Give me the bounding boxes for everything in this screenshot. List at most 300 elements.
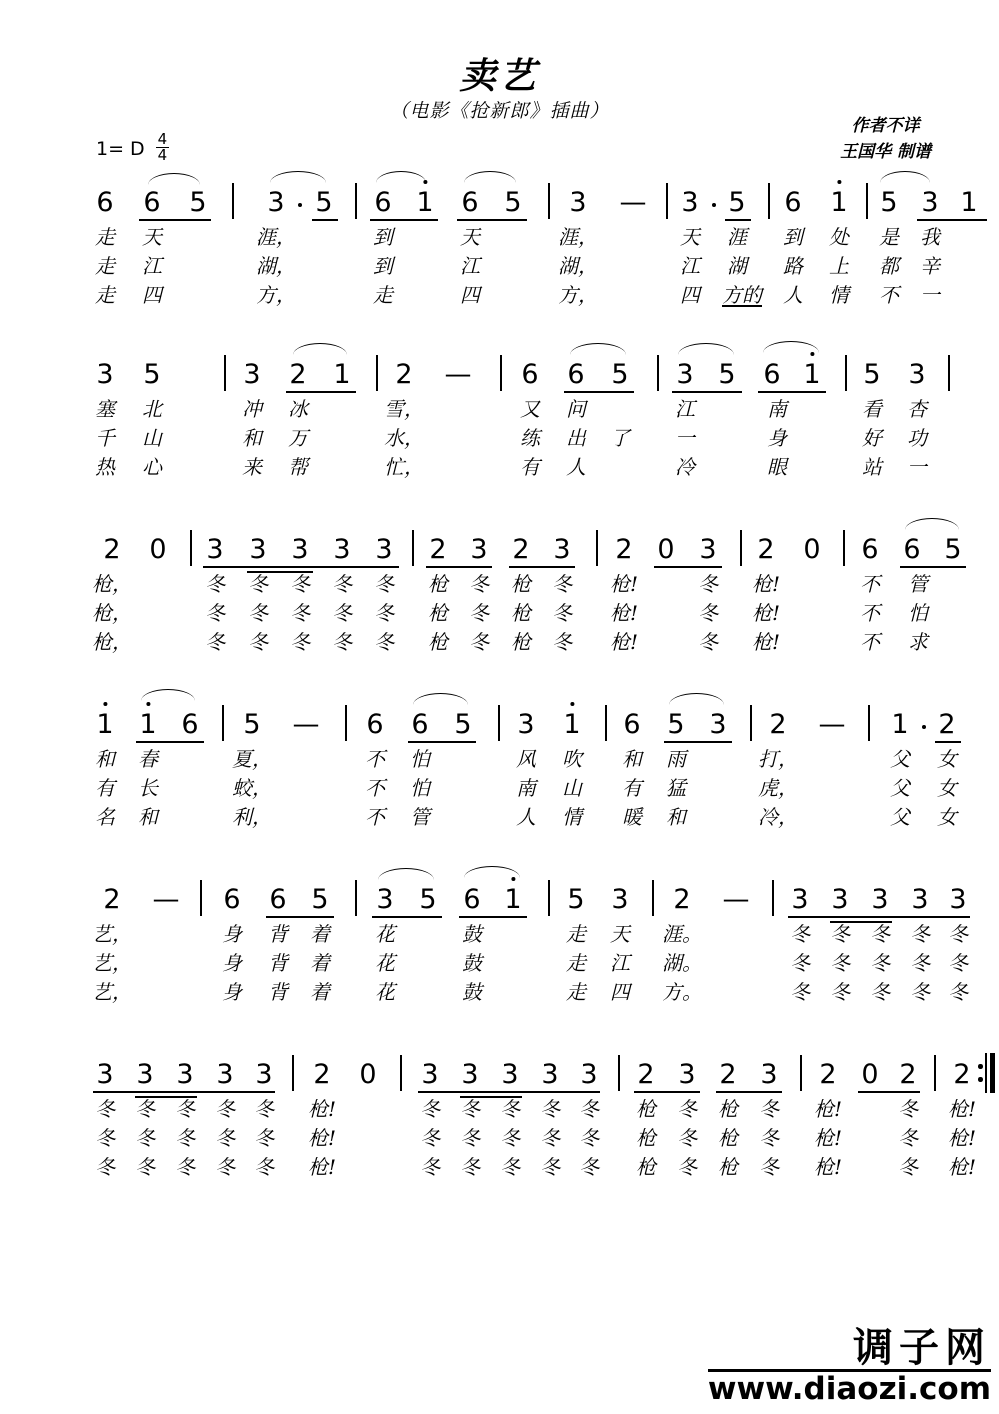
lyric: 走 [566,980,586,1004]
lyric: 热 [95,455,115,479]
lyric: 帮 [288,455,308,479]
beam [654,566,722,568]
music-system [0,347,999,522]
note: 6 [763,359,781,390]
watermark-name: 调子网 [853,1325,991,1372]
barline [400,1055,402,1091]
lyric: 冬 [948,922,968,946]
note: 3 [831,884,849,915]
note: 5 [315,187,333,218]
note: 1 [96,709,114,740]
lyric: 冬 [374,601,394,625]
lyric: 万 [288,426,308,450]
note: 5 [944,534,962,565]
beam [672,391,742,393]
lyric: 人 [783,283,803,307]
lyric: 湖。 [662,951,702,975]
lyric: 女 [937,805,957,829]
lyric: 江 [610,951,630,975]
lyric: 江 [675,397,695,421]
note: 5 [454,709,472,740]
note: 6 [223,884,241,915]
lyric: 情 [562,805,582,829]
note: 5 [667,709,685,740]
barline [596,530,598,566]
lyric: 利， [232,805,272,829]
note: 3 [333,534,351,565]
note: 6 [461,187,479,218]
lyric: 冬 [552,572,572,596]
lyric: 到 [783,225,803,249]
lyric: 冬 [175,1126,195,1150]
beam [564,391,634,393]
lyric: 冬 [469,601,489,625]
note: 3 [243,359,261,390]
lyric: 枪 [428,630,448,654]
note: 3 [611,884,629,915]
lyric: 冬 [579,1097,599,1121]
lyric: 路 [783,254,803,278]
lyric-row-verse2 [0,424,999,453]
lyric: 走 [95,225,115,249]
lyric: 枪! [307,1097,337,1121]
note: 3 [908,359,926,390]
lyric: 冬 [175,1097,195,1121]
lyric: 冬 [460,1126,480,1150]
lyric: 怕 [410,776,430,800]
lyric: 冬 [870,922,890,946]
lyric: 身 [767,426,787,450]
note: 3 [267,187,285,218]
note: 3 [136,1059,154,1090]
page-title: 卖艺 [459,55,540,97]
lyric: 南 [516,776,536,800]
lyric: 冬 [420,1097,440,1121]
lyric-row-verse3 [0,978,999,1007]
note: 3 [96,1059,114,1090]
lyric: 打， [758,747,798,771]
lyric: 涯。 [662,922,702,946]
note: 3 [206,534,224,565]
lyric: 四 [142,283,162,307]
lyric: 冬 [205,601,225,625]
lyric: 冬 [215,1126,235,1150]
lyric: 冬 [898,1155,918,1179]
lyric: 眼 [767,455,787,479]
time-signature-denominator: 4 [157,146,168,165]
lyric: 到 [373,225,393,249]
note: 6 [903,534,921,565]
lyric: 湖， [558,254,598,278]
lyric: 艺， [92,951,132,975]
lyric: 冬 [175,1155,195,1179]
note: 3 [760,1059,778,1090]
key-tonic: D [130,137,146,160]
lyric: 心 [142,455,162,479]
lyric: 冬 [790,980,810,1004]
lyric: 着 [310,951,330,975]
lyric: 冰 [288,397,308,421]
lyric: 着 [310,922,330,946]
note: 2 [757,534,775,565]
lyric: 冬 [420,1155,440,1179]
note: 6 [463,884,481,915]
lyric: 枪! [947,1155,977,1179]
lyric: 冬 [500,1126,520,1150]
lyric: 和 [242,426,262,450]
lyric: 四 [460,283,480,307]
slur [570,343,626,355]
note: 5 [728,187,746,218]
lyric: 不 [879,283,899,307]
note: 2 [719,1059,737,1090]
lyric: 不 [860,572,880,596]
lyric: 江 [680,254,700,278]
beam [286,391,356,393]
lyric: 暖 [622,805,642,829]
lyric: 站 [862,455,882,479]
lyric: 枪， [92,601,132,625]
note: 2 [615,534,633,565]
beam [858,1091,920,1093]
lyric: 冬 [910,980,930,1004]
barline [376,355,378,391]
lyric: 冬 [248,601,268,625]
lyric: 枪 [636,1155,656,1179]
lyric: 猛 [666,776,686,800]
lyric: 花 [375,922,395,946]
lyric: 枪! [307,1126,337,1150]
lyric: 都 [879,254,899,278]
lyric: 花 [375,980,395,1004]
note: 1 [803,359,821,390]
lyric: 冬 [374,630,394,654]
note-dash: — [292,709,320,740]
lyric: 功 [907,426,927,450]
lyric: 冬 [248,572,268,596]
barline [548,880,550,916]
lyric: 雪， [384,397,424,421]
note: 2 [769,709,787,740]
lyric: 江 [460,254,480,278]
lyric: 枪， [92,572,132,596]
note: 3 [911,884,929,915]
lyric: 身 [222,951,242,975]
lyric: 湖 [727,254,747,278]
lyric: 一 [907,455,927,479]
note: 3 [249,534,267,565]
lyric: 涯， [256,225,296,249]
lyric-row-verse1 [0,745,999,774]
lyric: 雨 [666,747,686,771]
note: 5 [243,709,261,740]
note-row [0,872,999,920]
lyric-row-verse3 [0,628,999,657]
lyric-row-verse1 [0,570,999,599]
note: 5 [611,359,629,390]
lyric: 背 [268,980,288,1004]
lyric: 不 [365,747,385,771]
note: 3 [517,709,535,740]
lyric: 四 [610,980,630,1004]
note: 3 [96,359,114,390]
lyric-row-verse3 [0,803,999,832]
lyric: 花 [375,951,395,975]
barline [652,880,654,916]
lyric: 冬 [95,1155,115,1179]
barline [500,355,502,391]
lyric: 不 [365,776,385,800]
lyric: 虎， [758,776,798,800]
lyric: 冬 [135,1155,155,1179]
lyric: 湖， [256,254,296,278]
lyric-row-verse2 [0,949,999,978]
slur [763,341,819,353]
lyric: 冬 [759,1126,779,1150]
note: 3 [375,534,393,565]
time-signature-numerator: 4 [157,130,168,148]
lyric: 鼓 [462,951,482,975]
lyric: 管 [908,572,928,596]
lyric: 鼓 [462,980,482,1004]
lyric: 冬 [759,1155,779,1179]
lyric: 看 [862,397,882,421]
lyric: 冬 [948,980,968,1004]
lyric: 冬 [215,1155,235,1179]
note: 1 [416,187,434,218]
note-row [0,347,999,395]
lyric: 鼓 [462,922,482,946]
note: 5 [189,187,207,218]
note: 1 [891,709,909,740]
note: 3 [291,534,309,565]
barline [934,1055,936,1091]
lyric: 冬 [677,1155,697,1179]
note-rest: 0 [359,1059,377,1090]
note: 2 [512,534,530,565]
lyric: 冬 [290,630,310,654]
lyric: 走 [95,283,115,307]
note: 2 [395,359,413,390]
music-system [0,872,999,1047]
lyric: 山 [562,776,582,800]
lyric: 女 [937,776,957,800]
lyric: 蛟， [232,776,272,800]
lyric: 塞 [95,397,115,421]
note-dash: — [619,187,647,218]
lyric: 冬 [790,951,810,975]
lyric: 好 [862,426,882,450]
lyric: 一 [675,426,695,450]
note: 3 [791,884,809,915]
lyric: 方。 [662,980,702,1004]
barline [412,530,414,566]
lyric: 冬 [205,572,225,596]
lyric-row-verse2 [0,774,999,803]
lyric: 冬 [830,951,850,975]
note: 6 [143,187,161,218]
note-dash: — [152,884,180,915]
lyric: 冬 [460,1097,480,1121]
lyric: 枪! [751,572,781,596]
lyric: 天 [610,922,630,946]
lyric-row-verse2 [0,599,999,628]
lyric-row-verse1 [0,395,999,424]
note: 1 [563,709,581,740]
barline [657,355,659,391]
beam [426,566,492,568]
lyric: 天 [460,225,480,249]
beam [509,566,575,568]
lyric: 人 [566,455,586,479]
note: 6 [567,359,585,390]
beam [788,916,970,918]
lyric: 冬 [469,630,489,654]
lyric: 冬 [135,1126,155,1150]
lyric: 不 [860,601,880,625]
lyric: 出 [566,426,586,450]
note: 3 [421,1059,439,1090]
lyric: 有 [520,455,540,479]
note: 2 [899,1059,917,1090]
key-label: 1= [96,137,125,160]
lyric: 身 [222,980,242,1004]
note: 3 [580,1059,598,1090]
note: 2 [103,534,121,565]
lyric: 风 [516,747,536,771]
barline [740,530,742,566]
note: 5 [311,884,329,915]
lyric: 怕 [410,747,430,771]
lyric: 冬 [830,980,850,1004]
lyric: 处 [829,225,849,249]
lyric: 枪! [609,630,639,654]
lyric: 忙， [384,455,424,479]
lyric: 枪! [813,1097,843,1121]
lyric: 名 [95,805,115,829]
lyric: 千 [95,426,115,450]
note: 2 [673,884,691,915]
note: 3 [699,534,717,565]
lyric: 练 [520,426,540,450]
lyric-row-verse3 [0,1153,999,1182]
barline [800,1055,802,1091]
lyric: 江 [142,254,162,278]
barline [845,355,847,391]
lyric: 冬 [677,1097,697,1121]
lyric: 冷 [675,455,695,479]
note: 3 [541,1059,559,1090]
note: 3 [501,1059,519,1090]
lyric: 枪! [609,572,639,596]
beam [459,916,527,918]
lyric: 艺， [92,922,132,946]
lyric: 冬 [332,601,352,625]
lyric: 天 [680,225,700,249]
note-dash: — [818,709,846,740]
lyric: 辛 [920,254,940,278]
barline [948,355,950,391]
lyric: 方， [256,283,296,307]
note: 2 [637,1059,655,1090]
lyric: 枪 [428,601,448,625]
note: 6 [96,187,114,218]
lyric: 我 [920,225,940,249]
beam [900,566,966,568]
lyric: 父 [890,805,910,829]
lyric: 山 [142,426,162,450]
lyric: 冬 [759,1097,779,1121]
lyric: 到 [373,254,393,278]
note: 6 [374,187,392,218]
lyric: 枪 [636,1097,656,1121]
lyric: 情 [829,283,849,307]
lyric: 夏， [232,747,272,771]
lyric-row-verse1 [0,920,999,949]
note: 2 [953,1059,971,1090]
lyric: 冬 [95,1126,115,1150]
lyric: 怕 [908,601,928,625]
lyric: 枪! [609,601,639,625]
lyric: 冲 [242,397,262,421]
lyric: 枪 [511,572,531,596]
note: 5 [143,359,161,390]
lyric: 冬 [95,1097,115,1121]
note: 3 [553,534,571,565]
note: 5 [419,884,437,915]
lyric: 求 [908,630,928,654]
lyric: 走 [566,922,586,946]
lyric: 枪! [947,1097,977,1121]
lyric: 冬 [215,1097,235,1121]
lyric: 杏 [907,397,927,421]
lyric: 冬 [579,1155,599,1179]
lyric: 枪 [636,1126,656,1150]
note: 3 [949,884,967,915]
beam [935,741,961,743]
note: 3 [678,1059,696,1090]
note: 3 [871,884,889,915]
lyric: 艺， [92,980,132,1004]
lyric: 走 [373,283,393,307]
note-rest: 0 [861,1059,879,1090]
note-dash: — [722,884,750,915]
lyric: 冬 [910,922,930,946]
lyric: 冬 [500,1097,520,1121]
lyric: 冬 [552,630,572,654]
note: 2 [313,1059,331,1090]
lyric: 和 [138,805,158,829]
lyric: 管 [410,805,430,829]
note: 2 [819,1059,837,1090]
lyric: 冬 [540,1155,560,1179]
note: 1 [960,187,978,218]
lyric: 和 [95,747,115,771]
note: 1 [333,359,351,390]
note: 6 [269,884,287,915]
note: 1 [830,187,848,218]
lyric: 冬 [830,922,850,946]
lyric: 冬 [254,1126,274,1150]
lyric: 问 [566,397,586,421]
note: 2 [938,709,956,740]
beam [93,1091,275,1093]
lyric: 方， [558,283,598,307]
lyric: 冬 [870,951,890,975]
lyric: 枪! [813,1126,843,1150]
lyric: 枪 [511,601,531,625]
beam [716,1091,782,1093]
